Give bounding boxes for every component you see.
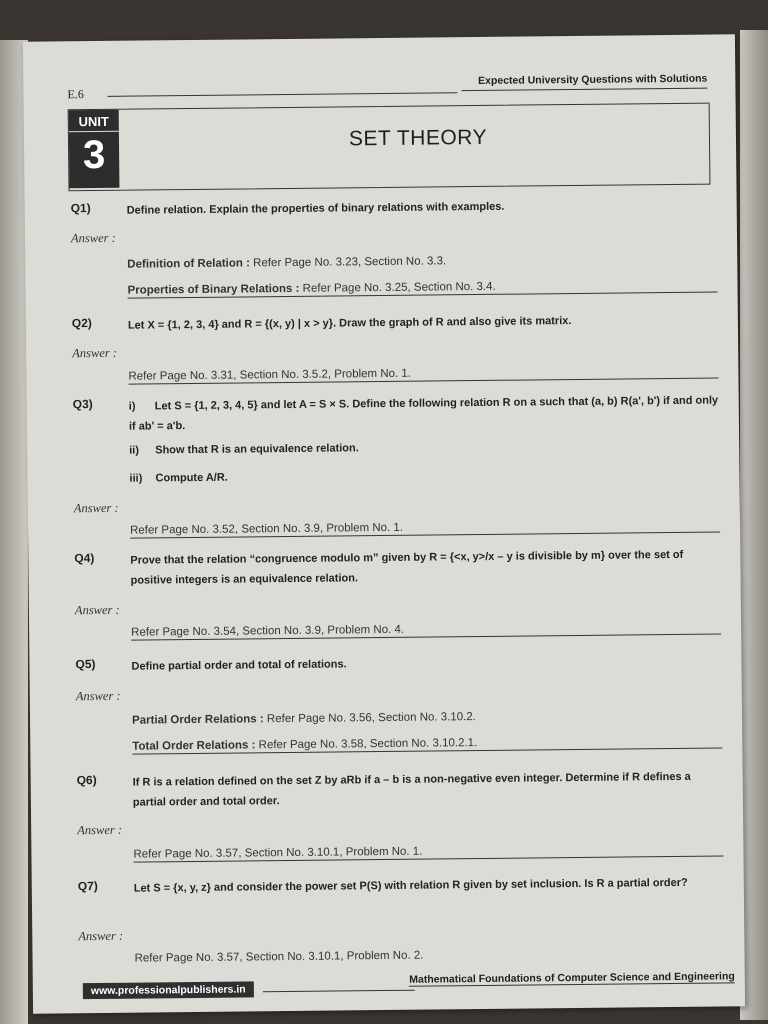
question-text: Let S = {x, y, z} and consider the power set P(S) with relation R given by set inclusion. Is R a partial order? bbox=[133, 876, 688, 895]
header-title-rule bbox=[461, 88, 707, 92]
question-text: Define partial order and total of relations. bbox=[131, 658, 347, 673]
unit-badge bbox=[69, 110, 120, 189]
answer-reference bbox=[132, 708, 722, 726]
answer-label: Answer : bbox=[72, 345, 118, 361]
answer-ref-text: Refer Page No. 3.57, Section No. 3.10.1, Problem No. 2. bbox=[134, 949, 424, 965]
footer-rule bbox=[263, 990, 415, 993]
answer-label: Answer : bbox=[78, 928, 124, 944]
answer-ref-text: Refer Page No. 3.57, Section No. 3.10.1, Problem No. 1. bbox=[133, 845, 423, 861]
answer-reference bbox=[127, 278, 717, 298]
answer-reference bbox=[133, 842, 723, 862]
question-number: Q4) bbox=[74, 551, 95, 566]
answer-label: Answer : bbox=[73, 500, 119, 516]
part-numeral: iii) bbox=[129, 472, 143, 485]
answer-reference bbox=[134, 946, 724, 964]
part-numeral: ii) bbox=[129, 444, 140, 457]
part-text: Show that R is an equivalence relation. bbox=[155, 442, 359, 457]
question-number: Q5) bbox=[75, 657, 96, 672]
part-text: Let S = {1, 2, 3, 4, 5} and let A = S × S. Define the following relation R on a such that (a, b) R(a', b') if and only if ab' = a'b. bbox=[128, 394, 719, 433]
question-number: Q3) bbox=[72, 397, 93, 412]
question-text: Prove that the relation “congruence modulo m” given by R = {<x, y>/x – y is divisible by m} over the set of positive integers is an equivalence relation. bbox=[130, 548, 684, 587]
question-part bbox=[129, 442, 359, 456]
answer-reference bbox=[132, 734, 722, 754]
answer-label: Answer : bbox=[75, 688, 121, 704]
answer-label: Answer : bbox=[77, 822, 123, 838]
page-number: E.6 bbox=[67, 87, 84, 102]
answer-label: Answer : bbox=[70, 230, 116, 246]
unit-title: SET THEORY bbox=[348, 125, 488, 151]
question-part bbox=[129, 472, 227, 485]
question-text: If R is a relation defined on the set Z by aRb if a – b is a non-negative even integer. Determine if R defines a partial order and total order. bbox=[132, 770, 691, 809]
answer-reference bbox=[128, 364, 718, 384]
unit-heading-box bbox=[68, 103, 711, 192]
question-number: Q7) bbox=[77, 879, 98, 894]
answer-ref-text: Refer Page No. 3.25, Section No. 3.4. bbox=[302, 280, 496, 295]
question-part bbox=[129, 390, 719, 436]
question-text: Define relation. Explain the properties of binary relations with examples. bbox=[126, 200, 505, 217]
answer-ref-text: Refer Page No. 3.31, Section No. 3.5.2, Problem No. 1. bbox=[128, 367, 412, 383]
answer-reference bbox=[131, 620, 721, 640]
part-numeral: i) bbox=[128, 400, 136, 413]
question-number: Q6) bbox=[76, 773, 97, 788]
book-edge-right bbox=[740, 30, 768, 1020]
answer-ref-text: Refer Page No. 3.56, Section No. 3.10.2. bbox=[266, 711, 476, 726]
answer-topic: Definition of Relation : bbox=[127, 257, 250, 271]
header-rule bbox=[108, 92, 458, 97]
answer-ref-text: Refer Page No. 3.58, Section No. 3.10.2.1. bbox=[258, 737, 478, 752]
header-title: Expected University Questions with Solutions bbox=[478, 72, 708, 87]
unit-number: 3 bbox=[82, 132, 106, 178]
book-title: Mathematical Foundations of Computer Science and Engineering bbox=[409, 970, 735, 986]
question-number: Q2) bbox=[71, 316, 92, 331]
answer-ref-text: Refer Page No. 3.54, Section No. 3.9, Problem No. 4. bbox=[131, 623, 405, 639]
question-text: Let X = {1, 2, 3, 4} and R = {(x, y) | x > y}. Draw the graph of R and also give its matrix. bbox=[127, 315, 572, 332]
part-text: Compute A/R. bbox=[155, 471, 228, 485]
answer-ref-text: Refer Page No. 3.23, Section No. 3.3. bbox=[253, 255, 447, 270]
question-number: Q1) bbox=[70, 201, 91, 216]
answer-reference bbox=[130, 518, 720, 538]
answer-ref-text: Refer Page No. 3.52, Section No. 3.9, Problem No. 1. bbox=[129, 521, 404, 537]
answer-topic: Properties of Binary Relations : bbox=[127, 282, 300, 297]
unit-label: UNIT bbox=[69, 114, 119, 133]
answer-label: Answer : bbox=[74, 602, 120, 618]
answer-reference bbox=[127, 252, 717, 270]
publisher-url: www.professionalpublishers.in bbox=[83, 981, 254, 999]
book-page bbox=[23, 34, 745, 1013]
answer-topic: Total Order Relations : bbox=[132, 739, 256, 753]
answer-topic: Partial Order Relations : bbox=[131, 713, 264, 727]
